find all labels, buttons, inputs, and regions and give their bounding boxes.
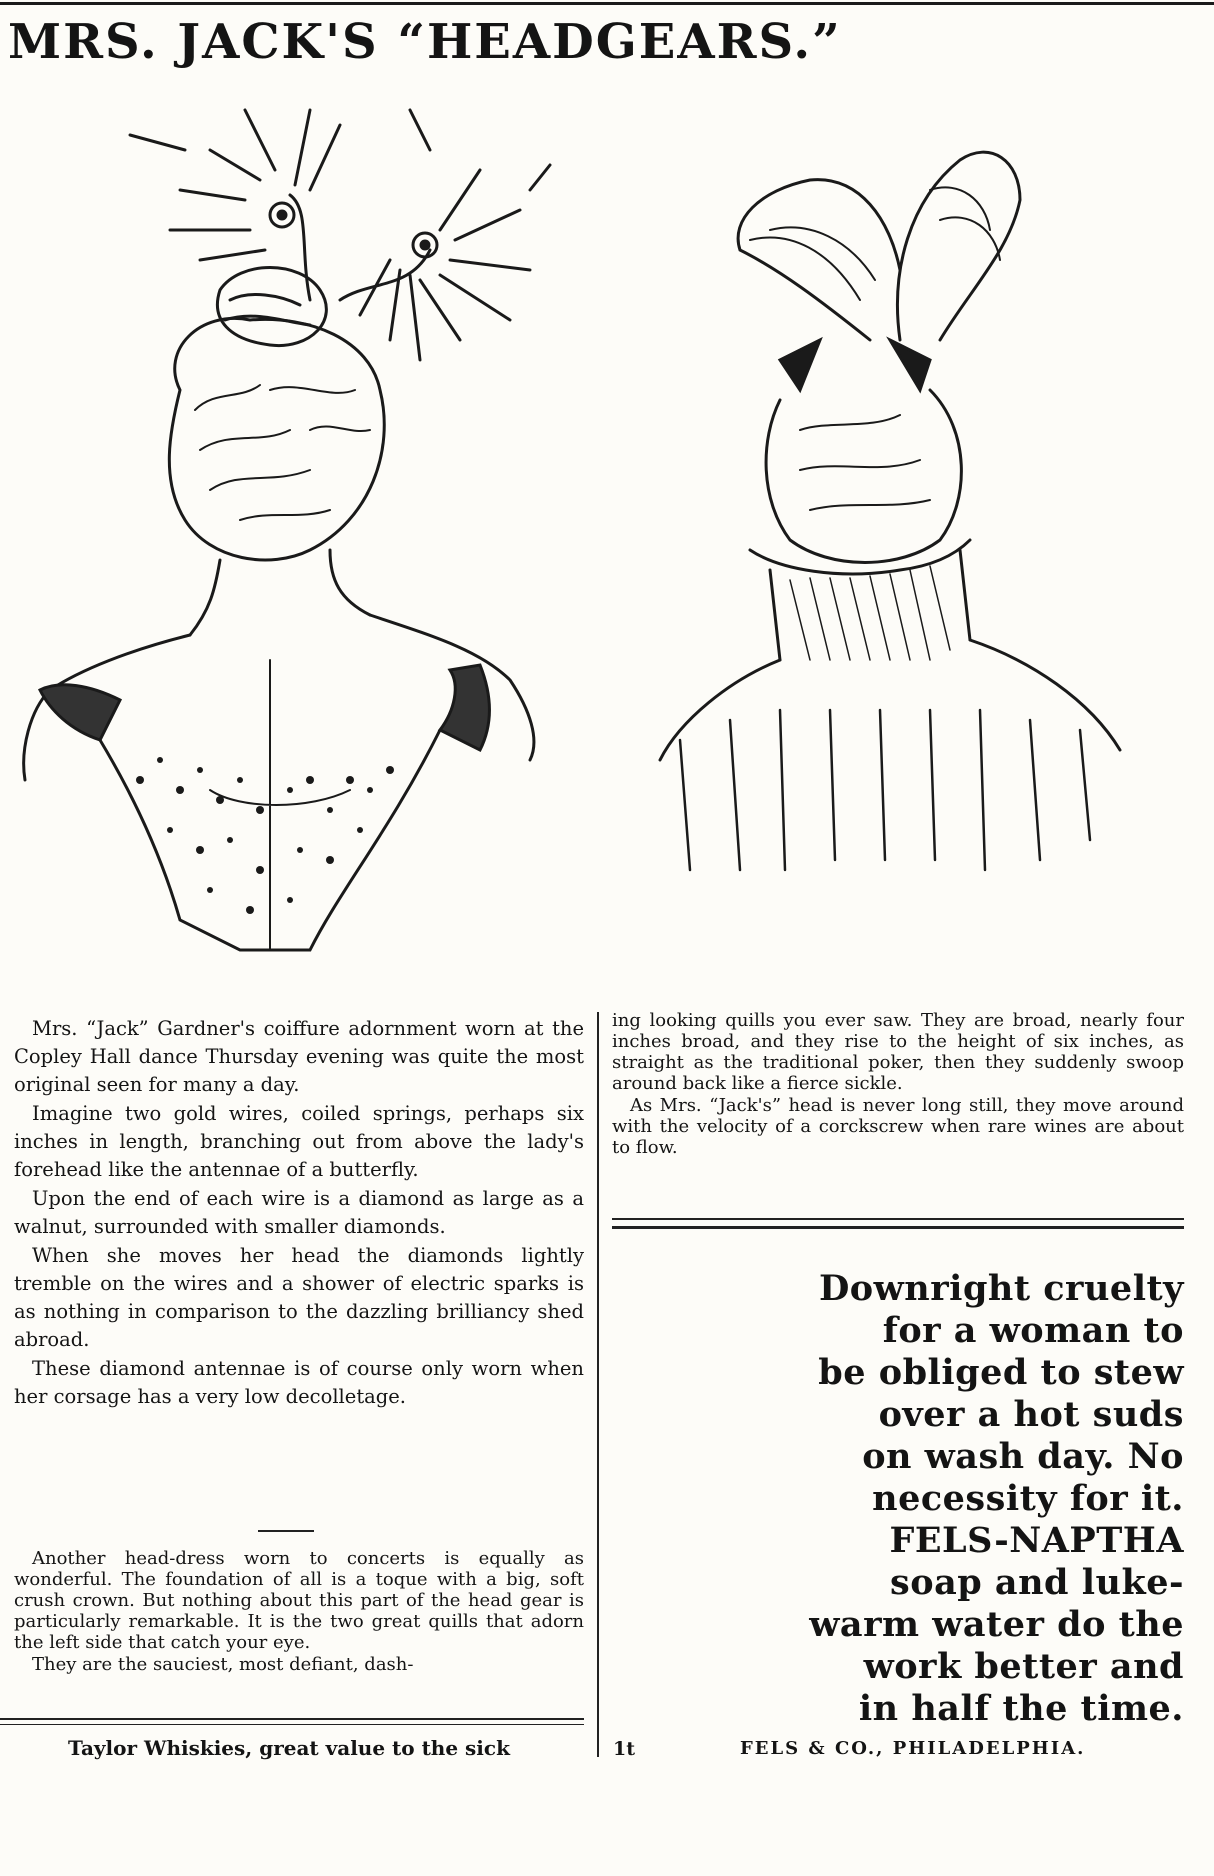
ad-line: necessity for it. (872, 1478, 1184, 1519)
ad-line: soap and luke- (890, 1562, 1184, 1603)
article-paragraph: Upon the end of each wire is a diamond as large as a walnut, surrounded with smaller diamonds. (14, 1187, 584, 1238)
article-column-right (612, 1010, 1184, 1159)
section-divider (258, 1530, 314, 1532)
ad-line: FELS-NAPTHA (889, 1520, 1184, 1561)
ad-top-rule-thick (612, 1226, 1184, 1229)
ad-line: in half the time. (858, 1688, 1184, 1729)
illustration-quills-toque (640, 100, 1200, 970)
ad-line: over a hot suds (878, 1394, 1184, 1435)
column-bottom-rule-thin (0, 1724, 584, 1725)
footer-taylor-whiskies: Taylor Whiskies, great value to the sick (68, 1736, 510, 1760)
article-paragraph: When she moves her head the diamonds lightly tremble on the wires and a shower of electric sparks is as nothing in comparison to the dazzling brilliancy shed abroad. (14, 1244, 584, 1351)
article-paragraph: Another head-dress worn to concerts is equally as wonderful. The foundation of all is a toque with a big, soft crush crown. But nothing about this part of the head gear is particularly remarkable. It is the two great quills that adorn the left side that catch your eye. (14, 1548, 584, 1653)
article-paragraph: They are the sauciest, most defiant, dash- (32, 1654, 414, 1675)
fels-naptha-advertisement (612, 1268, 1184, 1730)
ad-signature: FELS & CO., PHILADELPHIA. (740, 1738, 1086, 1759)
article-paragraph: ing looking quills you ever saw. They are broad, nearly four inches broad, and they rise to the height of six inches, as straight as the traditional poker, then they suddenly swoop around back like a fierce sickle. (612, 1010, 1184, 1094)
footer-insertion-mark: 1t (613, 1738, 635, 1760)
headline: MRS. JACK'S “HEADGEARS.” (8, 14, 842, 70)
column-bottom-rule (0, 1718, 584, 1720)
article-paragraph: Mrs. “Jack” Gardner's coiffure adornment worn at the Copley Hall dance Thursday evening was quite the most original seen for many a day. (14, 1017, 584, 1096)
article-column-left (14, 1015, 584, 1412)
illustration-diamond-antennae (10, 90, 590, 1000)
article-paragraph: Imagine two gold wires, coiled springs, perhaps six inches in length, branching out from above the lady's forehead like the antennae of a butterfly. (14, 1102, 584, 1181)
ad-line: be obliged to stew (818, 1352, 1184, 1393)
ad-line: on wash day. No (862, 1436, 1184, 1477)
column-divider (597, 1012, 599, 1757)
article-paragraph: These diamond antennae is of course only worn when her corsage has a very low decolletage. (14, 1357, 584, 1408)
ad-line: for a woman to (882, 1310, 1184, 1351)
ad-line: warm water do the (809, 1604, 1184, 1645)
ad-top-rule (612, 1218, 1184, 1220)
top-rule (0, 2, 1214, 5)
article-column-left-continued (14, 1548, 584, 1676)
ad-line: Downright cruelty (818, 1268, 1184, 1309)
article-paragraph: As Mrs. “Jack's” head is never long still, they move around with the velocity of a corckscrew when rare wines are about to flow. (612, 1095, 1184, 1158)
ad-line: work better and (863, 1646, 1184, 1687)
